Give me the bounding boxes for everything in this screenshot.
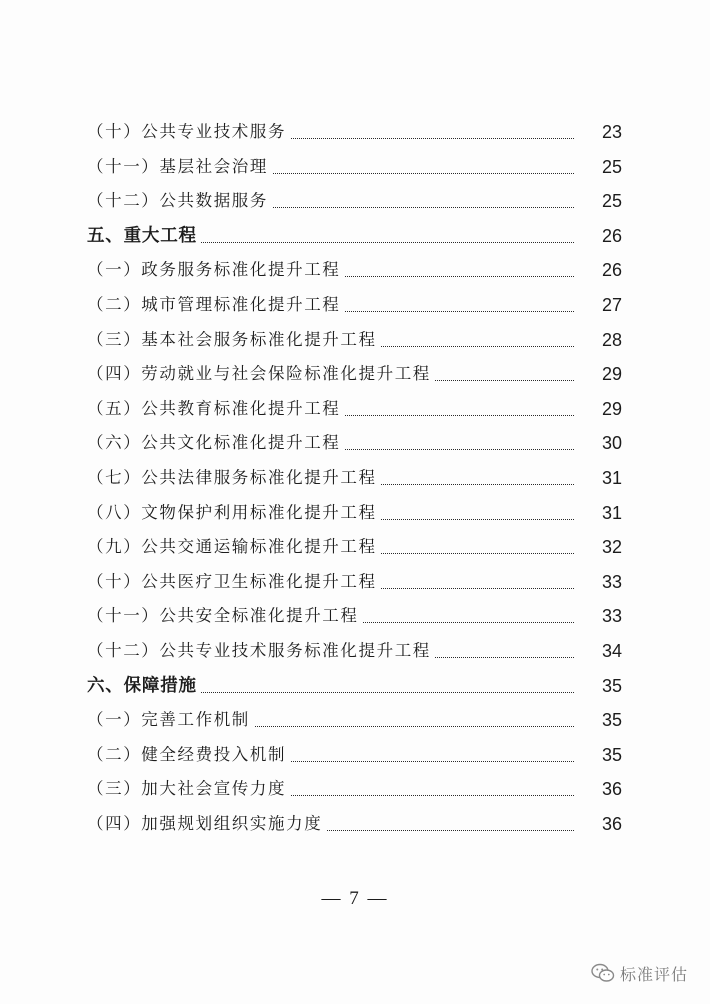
toc-page-number: 29 <box>575 359 622 389</box>
toc-page-number: 35 <box>575 740 622 770</box>
toc-entry <box>0 428 710 458</box>
page-number: — 7 — <box>321 888 389 909</box>
watermark-text: 标准评估 <box>619 964 688 984</box>
toc-entry-title: （十）公共专业技术服务 <box>87 117 290 147</box>
toc-entry-title: （五）公共教育标准化提升工程 <box>87 394 344 424</box>
toc-entry-title: （十一）基层社会治理 <box>87 152 272 182</box>
toc-entry-title: （七）公共法律服务标准化提升工程 <box>87 463 381 493</box>
toc-page-number: 36 <box>575 809 622 839</box>
toc-page-number: 27 <box>575 290 622 320</box>
toc-entry <box>0 532 710 562</box>
toc-entry <box>0 498 710 528</box>
toc-page-number: 35 <box>575 671 622 701</box>
toc-page-number: 25 <box>575 152 622 182</box>
toc-entry-title: （六）公共文化标准化提升工程 <box>87 428 344 458</box>
toc-entry <box>0 186 710 216</box>
toc-entry-title: （四）劳动就业与社会保险标准化提升工程 <box>87 359 435 389</box>
toc-entry-title: （三）基本社会服务标准化提升工程 <box>87 325 381 355</box>
toc-entry-title: （八）文物保护利用标准化提升工程 <box>87 498 381 528</box>
toc-entry <box>0 809 710 839</box>
toc-entry-title: （十二）公共数据服务 <box>87 186 272 216</box>
toc-page-number: 31 <box>575 498 622 528</box>
toc-entry-title: （十一）公共安全标准化提升工程 <box>87 601 363 631</box>
toc-entry-title: 六、保障措施 <box>87 671 201 701</box>
toc-entry <box>0 567 710 597</box>
toc-entry-title: （二）健全经费投入机制 <box>87 740 290 770</box>
toc-page-number: 26 <box>575 255 622 285</box>
wechat-icon <box>591 963 615 983</box>
toc-page-number: 25 <box>575 186 622 216</box>
toc-entry <box>0 325 710 355</box>
toc-entry-title: （四）加强规划组织实施力度 <box>87 809 326 839</box>
toc-page-number: 34 <box>575 636 622 666</box>
toc-entry-title: （十二）公共专业技术服务标准化提升工程 <box>87 636 435 666</box>
toc-entry <box>0 636 710 666</box>
toc-page-number: 26 <box>575 221 622 251</box>
toc-entry-title: （九）公共交通运输标准化提升工程 <box>87 532 381 562</box>
toc-page-number: 36 <box>575 774 622 804</box>
toc-page-number: 33 <box>575 567 622 597</box>
toc-entry <box>0 359 710 389</box>
toc-entry-title: （一）完善工作机制 <box>87 705 254 735</box>
watermark <box>591 960 688 986</box>
toc-page-number: 33 <box>575 601 622 631</box>
toc-entry <box>0 705 710 735</box>
toc-entry-title: 五、重大工程 <box>87 221 201 251</box>
toc-entry <box>0 463 710 493</box>
toc-page-number: 30 <box>575 428 622 458</box>
toc-page-number: 35 <box>575 705 622 735</box>
toc-page-number: 32 <box>575 532 622 562</box>
toc-section-heading <box>0 671 710 701</box>
toc-entry <box>0 290 710 320</box>
toc-entry-title: （二）城市管理标准化提升工程 <box>87 290 344 320</box>
toc-entry-title: （十）公共医疗卫生标准化提升工程 <box>87 567 381 597</box>
toc-entry <box>0 152 710 182</box>
toc-page-number: 29 <box>575 394 622 424</box>
toc-entry-title: （一）政务服务标准化提升工程 <box>87 255 344 285</box>
toc-page-number: 28 <box>575 325 622 355</box>
toc-page-number: 31 <box>575 463 622 493</box>
toc-entry <box>0 740 710 770</box>
toc-entry <box>0 394 710 424</box>
toc-page-number: 23 <box>575 117 622 147</box>
toc-entry <box>0 255 710 285</box>
toc-entry <box>0 601 710 631</box>
toc-section-heading <box>0 221 710 251</box>
toc-entry-title: （三）加大社会宣传力度 <box>87 774 290 804</box>
toc-entry <box>0 774 710 804</box>
toc-entry <box>0 117 710 147</box>
